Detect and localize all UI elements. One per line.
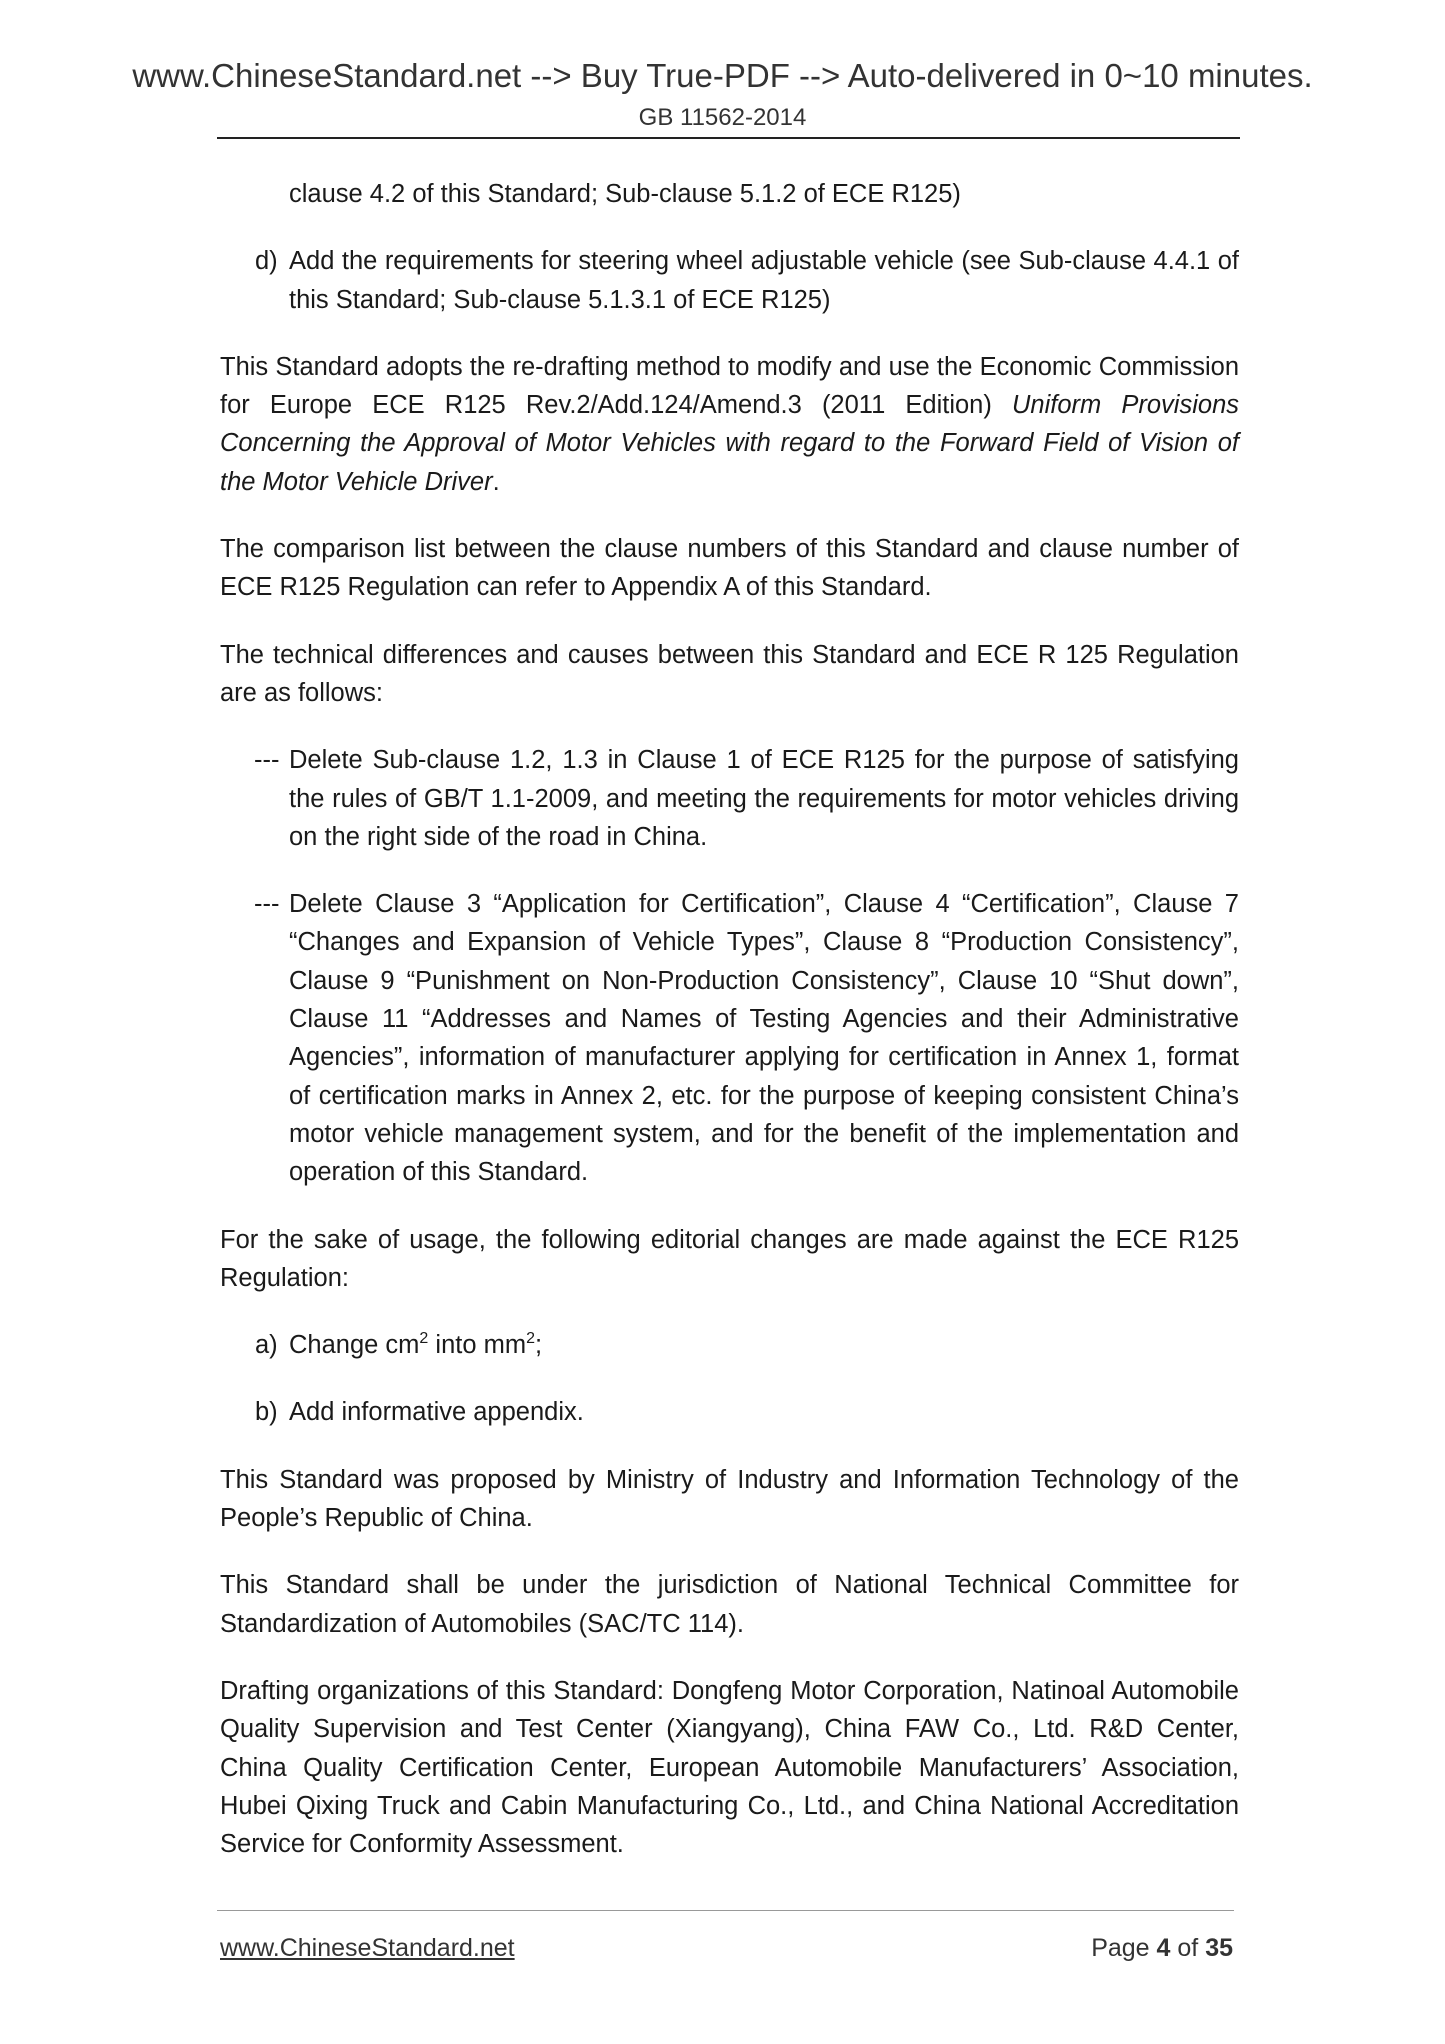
paragraph-drafting-organizations: Drafting organizations of this Standard: Dongfeng Motor Corporation, Natinoal Automobile Quality Supervision and Test Center (Xiangyang), China FAW Co., Ltd. R&D Center, China Quality Certification Center, European Automobile Manufacturers’ Association, Hubei Qixing Truck and Cabin Manufacturing Co., Ltd., and China National Accreditation Service for Conformity Assessment. <box>220 1676 1239 1859</box>
paragraph-adoption <box>220 348 1239 501</box>
page-number <box>1091 1933 1233 1963</box>
list-item-b <box>220 1393 1239 1431</box>
page-label: Page <box>1091 1934 1157 1962</box>
adoption-tail: . <box>492 467 500 496</box>
paragraph-comparison: The comparison list between the clause numbers of this Standard and clause number of ECE R125 Regulation can refer to Appendix A of this Standard. <box>220 535 1239 602</box>
list-item-text: Add the requirements for steering wheel adjustable vehicle (see Sub-clause 4.4.1 of this Standard; Sub-clause 5.1.3.1 of ECE R125) <box>289 247 1239 314</box>
regulation-title: Uniform Provisions Concerning the Approval of Motor Vehicles with regard to the Forward Field of Vision of the Motor Vehicle Driver <box>220 391 1239 496</box>
list-marker: b) <box>255 1398 278 1427</box>
standard-number: GB 11562-2014 <box>638 104 807 131</box>
paragraph-jurisdiction: This Standard shall be under the jurisdiction of National Technical Committee for Standardization of Automobiles (SAC/TC 114). <box>220 1571 1239 1638</box>
list-item-c-continued: clause 4.2 of this Standard; Sub-clause 5.1.2 of ECE R125) <box>289 180 961 208</box>
dash-marker: --- <box>254 746 280 775</box>
dash-item-2 <box>220 885 1239 1191</box>
footer-divider <box>217 1910 1234 1911</box>
list-item-text: Add informative appendix. <box>289 1398 584 1427</box>
adoption-lead: This Standard adopts the re-drafting method to modify and use the Economic Commission for Europe ECE R125 Rev.2/Add.124/Amend.3 (2011 Edition) <box>220 352 1239 420</box>
list-item-a <box>220 1326 1239 1364</box>
list-item-d <box>220 242 1239 319</box>
page-current: 4 <box>1156 1934 1171 1962</box>
paragraph-editorial: For the sake of usage, the following editorial changes are made against the ECE R125 Regulation: <box>220 1225 1239 1292</box>
list-marker: d) <box>255 247 278 276</box>
superscript: 2 <box>419 1330 429 1348</box>
page-total: 35 <box>1205 1934 1233 1962</box>
header-banner: www.ChineseStandard.net --> Buy True-PDF --> Auto-delivered in 0~10 minutes. <box>132 57 1313 94</box>
dash-marker: --- <box>254 890 280 919</box>
superscript: 2 <box>526 1330 535 1348</box>
paragraph-proposed: This Standard was proposed by Ministry of Industry and Information Technology of the People’s Republic of China. <box>220 1465 1239 1533</box>
list-marker: a) <box>255 1331 278 1360</box>
page-of: of <box>1170 1934 1206 1962</box>
header-divider <box>217 137 1240 139</box>
paragraph-technical-differences: The technical differences and causes between this Standard and ECE R 125 Regulation are as follows: <box>220 640 1239 707</box>
document-body <box>220 175 1239 1892</box>
footer-site-link[interactable]: www.ChineseStandard.net <box>220 1934 515 1962</box>
text-segment: into mm <box>428 1331 527 1360</box>
dash-item-text: Delete Clause 3 “Application for Certification”, Clause 4 “Certification”, Clause 7 “Changes and Expansion of Vehicle Types”, Clause 8 “Production Consistency”, Clause 9 “Punishment on Non-Production Consistency”, Clause 10 “Shut down”, Clause 11 “Addresses and Names of Testing Agencies and their Administrative Agencies”, information of manufacturer applying for certification in Annex 1, format of certification marks in Annex 2, etc. for the purpose of keeping consistent China’s motor vehicle management system, and for the benefit of the implementation and operation of this Standard. <box>289 890 1239 1187</box>
list-item-text <box>289 1331 542 1359</box>
dash-item-1 <box>220 741 1239 856</box>
text-segment: ; <box>535 1331 543 1360</box>
text-segment: Change cm <box>289 1331 420 1360</box>
dash-item-text: Delete Sub-clause 1.2, 1.3 in Clause 1 of ECE R125 for the purpose of satisfying the rules of GB/T 1.1-2009, and meeting the requirements for motor vehicles driving on the right side of the road in China. <box>289 746 1239 851</box>
